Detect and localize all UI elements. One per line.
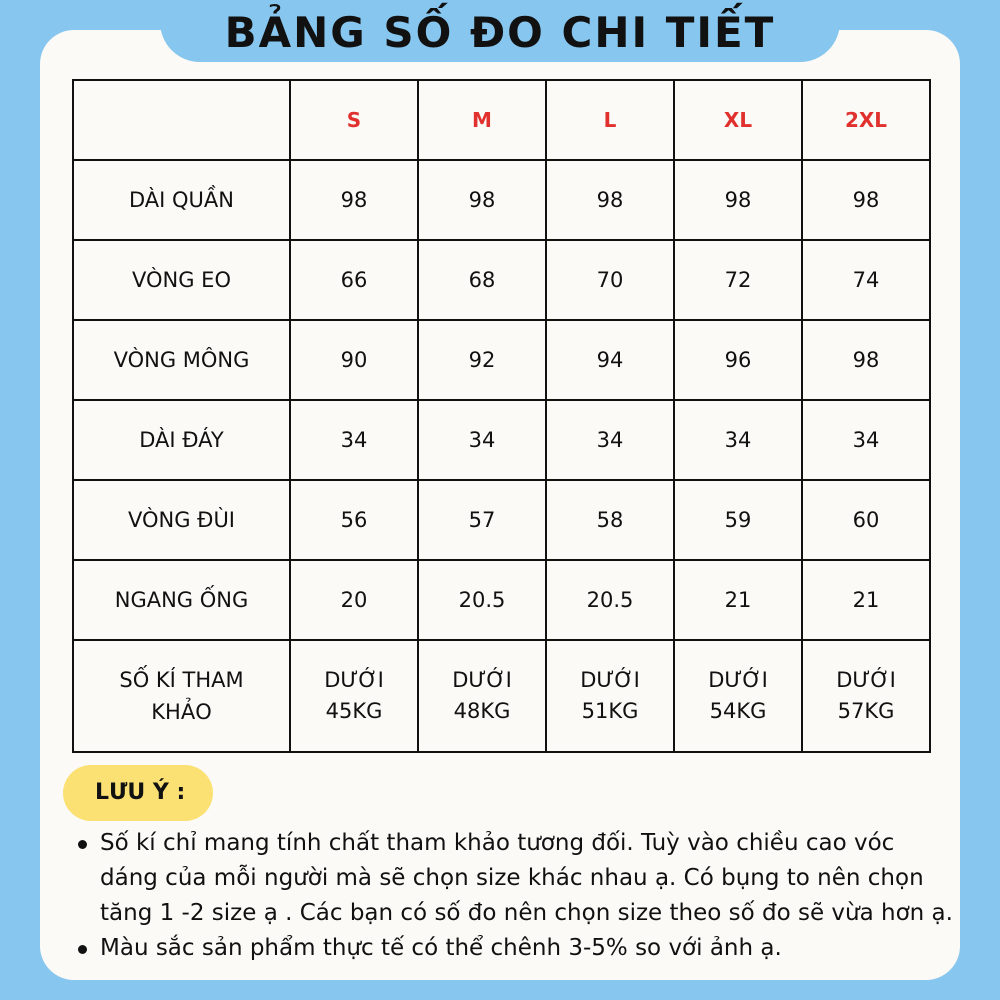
table-cell: 96 [674,320,802,400]
table-cell: 34 [802,400,930,480]
table-row [73,400,930,480]
table-cell: 20 [290,560,418,640]
size-header-xl: XL [674,80,802,160]
size-header-2xl: 2XL [802,80,930,160]
weight-prefix: DƯỚI [708,668,768,692]
table-cell: 70 [546,240,674,320]
list-item [78,931,958,966]
row-label-weight [73,640,290,752]
row-label: DÀI QUẦN [73,160,290,240]
table-cell: 92 [418,320,546,400]
row-label: VÒNG ĐÙI [73,480,290,560]
weight-prefix: DƯỚI [324,668,384,692]
table-cell: 94 [546,320,674,400]
table-cell [418,640,546,752]
table-corner-cell [73,80,290,160]
size-header-l: L [546,80,674,160]
notes-list [78,826,958,966]
table-row-weight [73,640,930,752]
table-cell [290,640,418,752]
table-cell: 21 [674,560,802,640]
note-text: Số kí chỉ mang tính chất tham khảo tương đối. Tuỳ vào chiều cao vóc dáng của mỗi người mà sẽ chọn size khác nhau ạ. Có bụng to nên chọn tăng 1 -2 size ạ . Các bạn có số đo nên chọn size theo số đo sẽ vừa hơn ạ. [100,830,953,926]
table-cell: 74 [802,240,930,320]
table-row [73,160,930,240]
weight-prefix: DƯỚI [836,668,896,692]
bullet-icon [78,945,87,954]
note-label-badge: LƯU Ý : [63,765,213,821]
table-cell: 72 [674,240,802,320]
bullet-icon [78,840,87,849]
table-cell: 59 [674,480,802,560]
size-header-s: S [290,80,418,160]
table-row [73,240,930,320]
row-label: NGANG ỐNG [73,560,290,640]
table-cell: 98 [802,160,930,240]
weight-value: 45KG [325,699,383,723]
table-cell: 60 [802,480,930,560]
table-cell: 34 [674,400,802,480]
table-cell: 21 [802,560,930,640]
table-cell: 98 [418,160,546,240]
table-cell: 57 [418,480,546,560]
table-header-row [73,80,930,160]
table-cell: 34 [546,400,674,480]
table-cell: 98 [290,160,418,240]
table-cell: 98 [802,320,930,400]
table-cell: 20.5 [418,560,546,640]
table-cell: 90 [290,320,418,400]
size-chart-table [72,79,931,753]
table-cell: 98 [546,160,674,240]
row-label: DÀI ĐÁY [73,400,290,480]
table-cell [802,640,930,752]
table-cell: 56 [290,480,418,560]
note-text: Màu sắc sản phẩm thực tế có thể chênh 3-5% so với ảnh ạ. [100,935,782,961]
table-cell [674,640,802,752]
table-row [73,320,930,400]
table-cell: 34 [418,400,546,480]
table-row [73,480,930,560]
table-cell: 20.5 [546,560,674,640]
row-label: VÒNG EO [73,240,290,320]
table-cell [546,640,674,752]
table-row [73,560,930,640]
page-title: BẢNG SỐ ĐO CHI TIẾT [224,8,776,57]
weight-prefix: DƯỚI [580,668,640,692]
weight-value: 57KG [837,699,895,723]
table-cell: 58 [546,480,674,560]
table-cell: 98 [674,160,802,240]
row-label: VÒNG MÔNG [73,320,290,400]
table-cell: 68 [418,240,546,320]
weight-value: 48KG [453,699,511,723]
weight-value: 54KG [709,699,767,723]
weight-prefix: DƯỚI [452,668,512,692]
table-cell: 66 [290,240,418,320]
table-cell: 34 [290,400,418,480]
row-label-line: SỐ KÍ THAM [119,668,244,692]
weight-value: 51KG [581,699,639,723]
size-header-m: M [418,80,546,160]
list-item [78,826,958,931]
row-label-line: KHẢO [151,700,212,724]
